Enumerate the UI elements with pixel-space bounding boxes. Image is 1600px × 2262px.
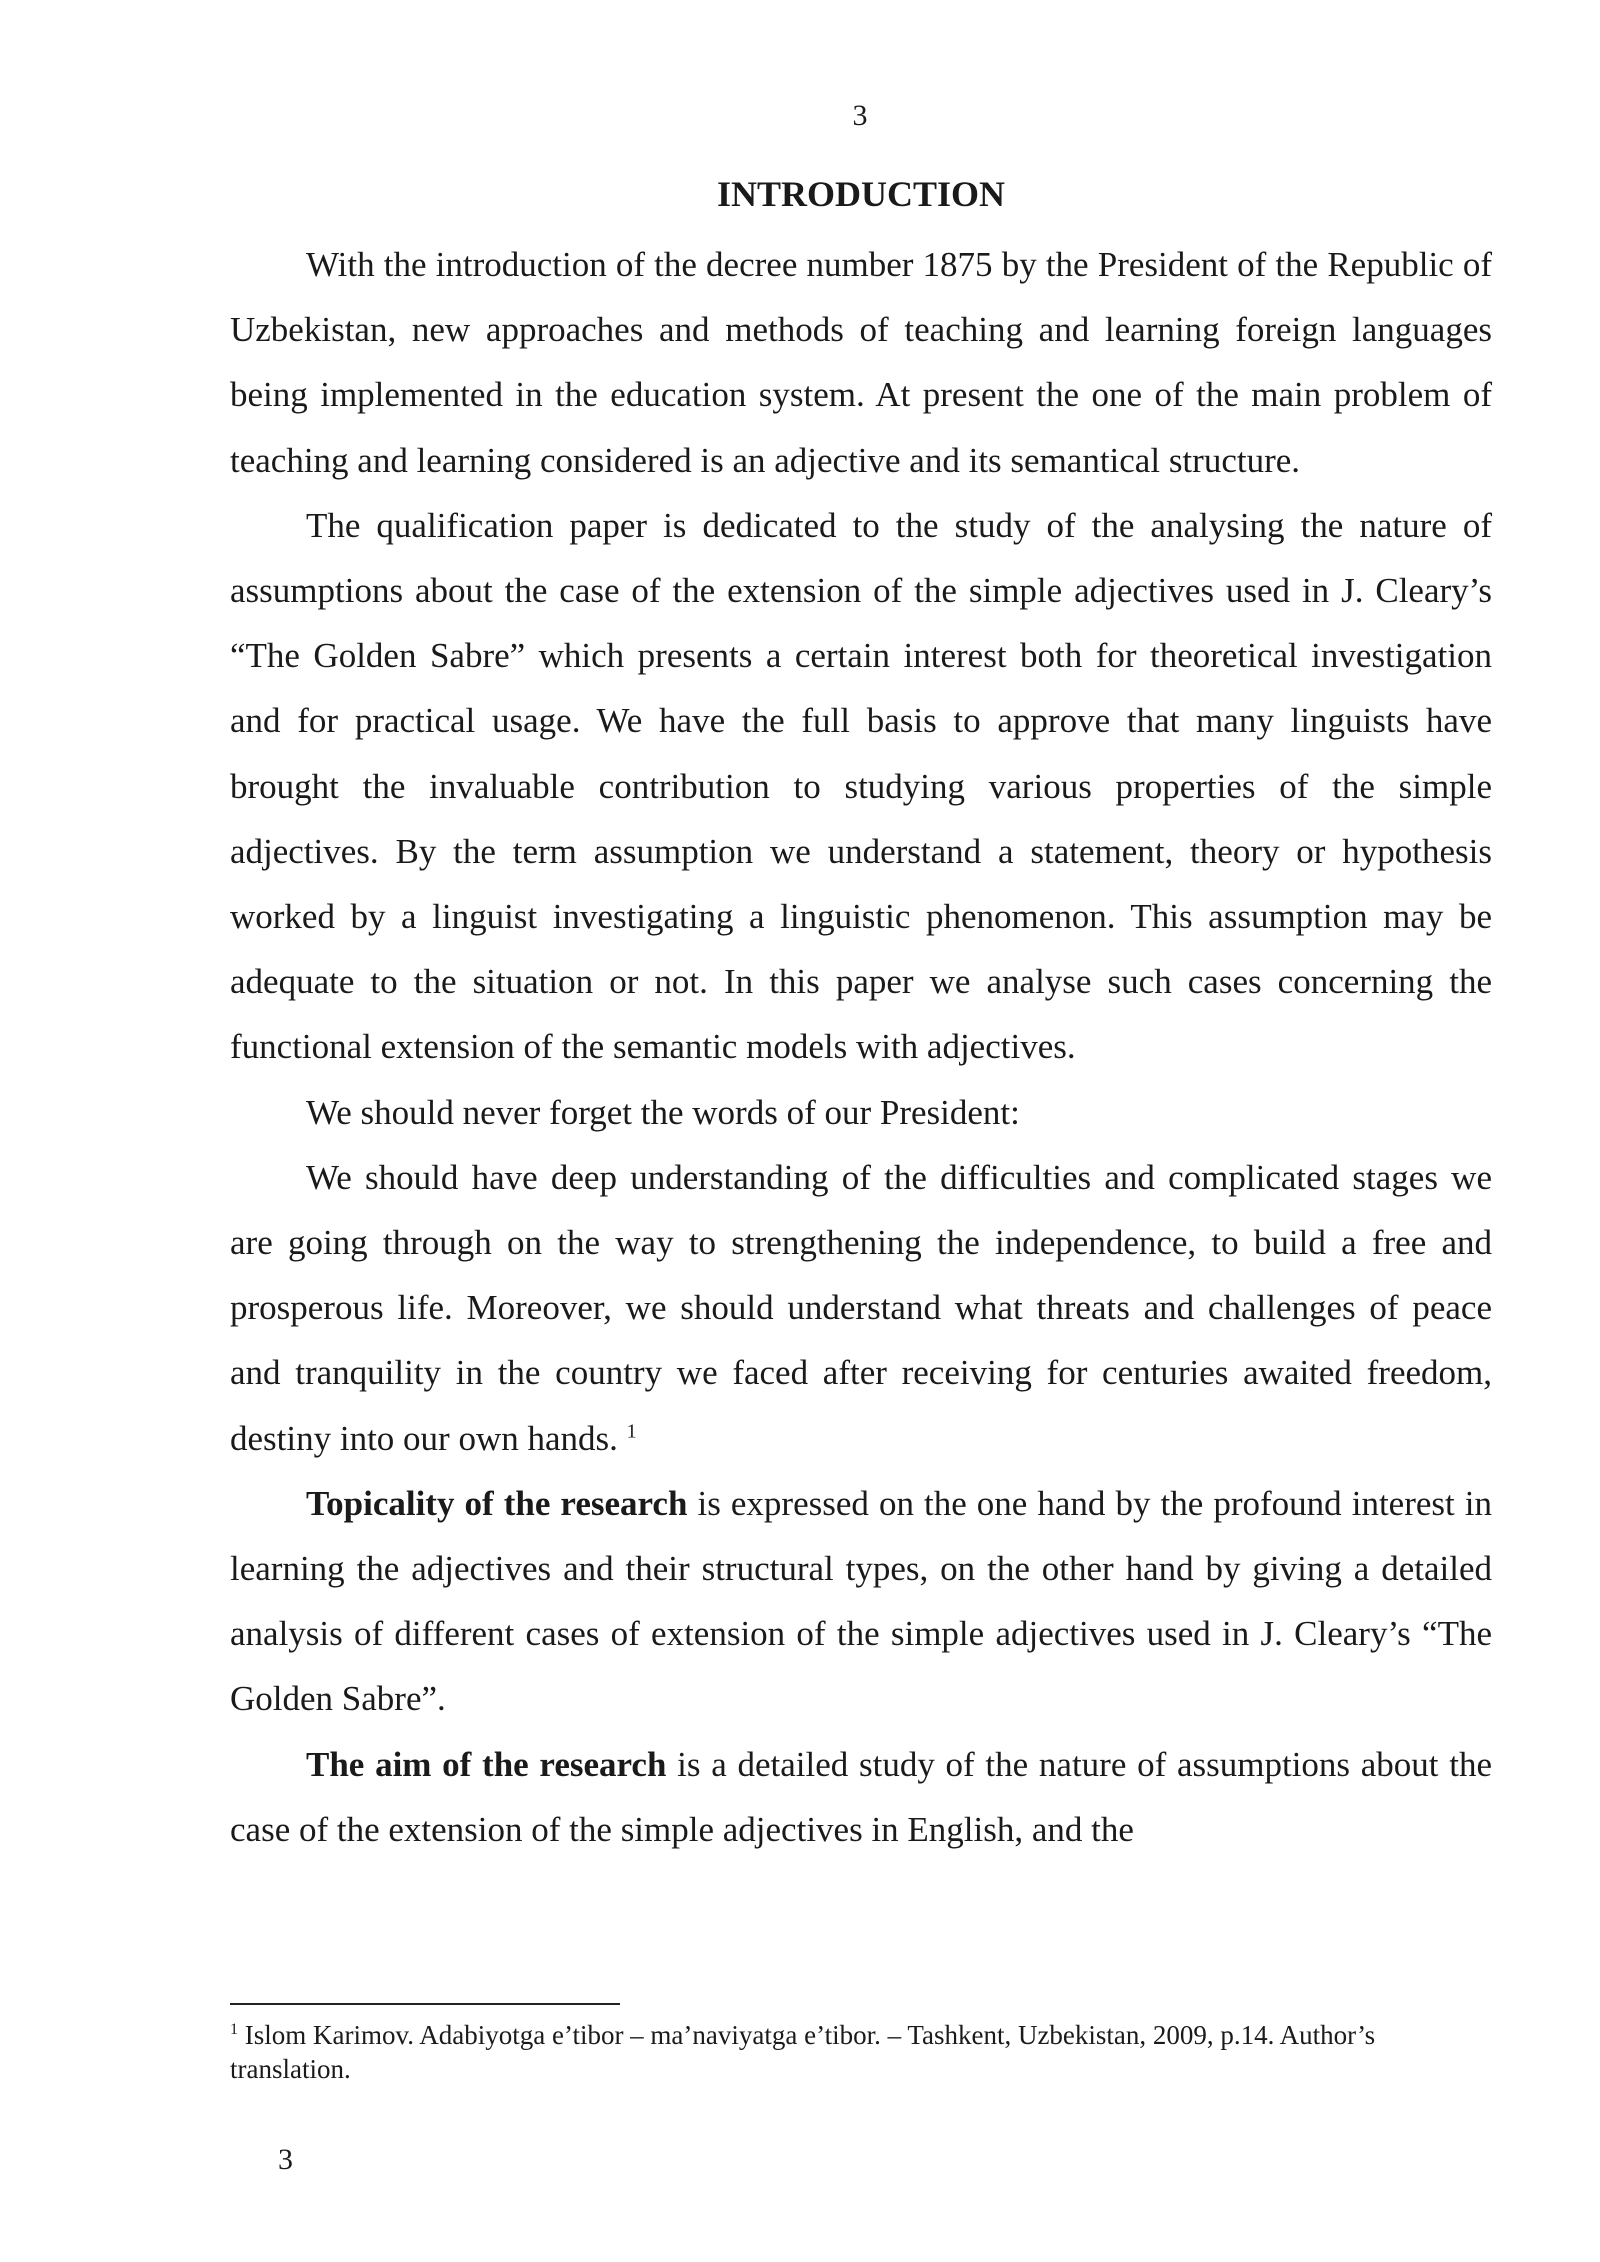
topicality-text: is expressed on the one hand by the profound interest in learning the adjectives and their structural types, on the other hand by giving a detailed analysis of different cases of extension of the simple adjectives used in J. Cleary’s “The Golden Sabre”. xyxy=(230,1483,1493,1719)
footnote xyxy=(230,2018,1492,2086)
paragraph xyxy=(230,1471,1492,1732)
page-number-bottom: 3 xyxy=(278,2143,293,2176)
paragraph: We should never forget the words of our President: xyxy=(306,1092,1020,1132)
paragraph xyxy=(230,1732,1492,1862)
quote-text: We should have deep understanding of the difficulties and complicated stages we are going through on the way to strengthening the independence, to build a free and prosperous life. Moreover, we should understand what threats and challenges of peace and tranquility in the country we faced after receiving for centuries awaited freedom, destiny into our own hands. xyxy=(230,1157,1492,1458)
footnote-reference[interactable]: 1 xyxy=(626,1420,637,1442)
footnote-text: Islom Karimov. Adabiyotga e’tibor – ma’naviyatga e’tibor. – Tashkent, Uzbekistan, 2009, p.14. Author’s translation. xyxy=(230,2020,1376,2084)
quote-paragraph xyxy=(230,1145,1492,1471)
aim-text: is a detailed study of the nature of assumptions about the case of the extension of the simple adjectives in English, and the xyxy=(230,1744,1493,1849)
paragraph: With the introduction of the decree number 1875 by the President of the Republic of Uzbekistan, new approaches and methods of teaching and learning foreign languages being implemented in the education system. At present the one of the main problem of teaching and learning considered is an adjective and its semantical structure. xyxy=(230,245,1492,480)
page-number-top: 3 xyxy=(852,99,868,132)
aim-label: The aim of the research xyxy=(306,1744,667,1784)
paragraph: The qualification paper is dedicated to the study of the analysing the nature of assumptions about the case of the extension of the simple adjectives used in J. Cleary’s “The Golden Sabre” which presents a certain interest both for theoretical investigation and for practical usage. We have the full basis to approve that many linguists have brought the invaluable contribution to studying various properties of the simple adjectives. By the term assumption we understand a statement, theory or hypothesis worked by a linguist investigating a linguistic phenomenon. This assumption may be adequate to the situation or not. In this paper we analyse such cases concerning the functional extension of the semantic models with adjectives. xyxy=(230,505,1492,1067)
footnote-separator xyxy=(230,2003,620,2005)
footnote-marker: 1 xyxy=(230,2021,238,2038)
topicality-label: Topicality of the research xyxy=(306,1483,688,1523)
section-heading: INTRODUCTION xyxy=(716,174,1006,214)
body-text xyxy=(230,232,1492,1862)
